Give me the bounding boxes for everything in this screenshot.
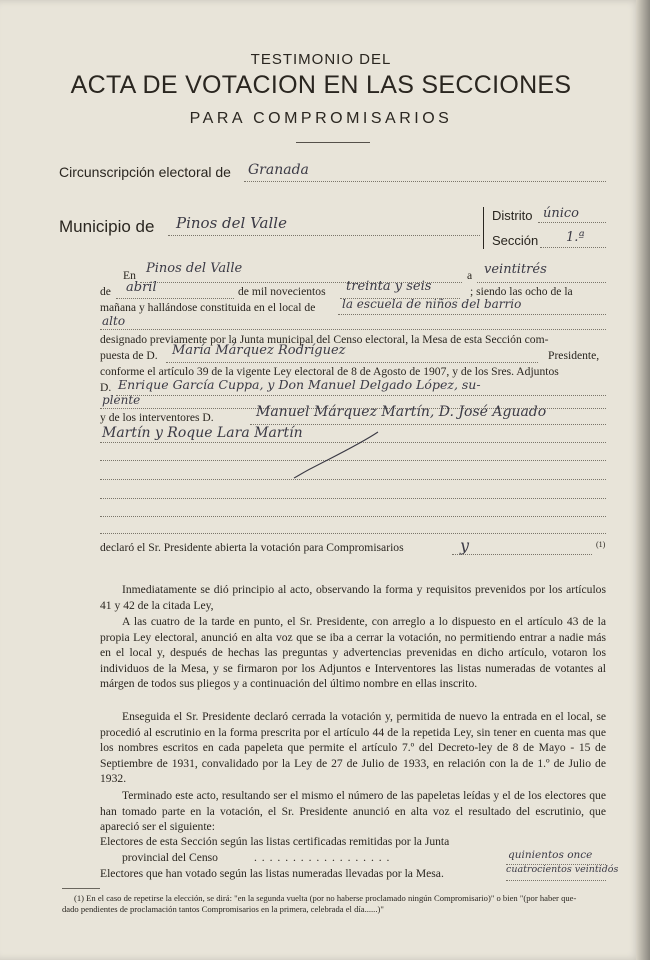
distrito-brace — [483, 207, 484, 249]
paragraph-3: Enseguida el Sr. Presidente declaró cerrada la votación y, permitida de nuevo la entrada en el local, se procedió al escrutinio en la forma prescrita por el artículo 44 de la repetida Ley, sin tener en cuenta mas que los nombres escritos en cada papeleta que permite el artículo 7.º del Decreto-ley de 8 de Mayo - 15 de Septiembre de 1931, convalidado por la Ley de 27 de Julio de 1933, en relación con la de 1.º de Julio de 1932. — [100, 710, 606, 786]
circunscripcion-label: Circunscripción electoral de — [59, 164, 231, 180]
municipio-label: Municipio de — [59, 217, 155, 236]
conforme-label: conforme el artículo 39 de la vigente Ley electoral de 8 de Agosto de 1907, y de los Sres. Adjuntos — [100, 365, 559, 378]
distrito-dotline — [538, 222, 606, 223]
footnote-line-1: (1) En el caso de repetirse la elección, se dirá: "en la segunda vuelta (por no haberse proclamado ningún Compromisario)" o bien "(por haber que- — [74, 893, 577, 903]
presidente-value: María Márquez Rodríguez — [172, 343, 346, 358]
distrito-value: único — [543, 206, 580, 221]
note-ref: (1) — [596, 540, 606, 549]
electores-line-2: provincial del Censo — [122, 851, 218, 864]
designado-label: designado previamente por la Junta municipal del Censo electoral, la Mesa de esta Sección com- — [100, 333, 549, 346]
header-subtitle: PARA COMPROMISARIOS — [189, 110, 453, 127]
electores-line-3: Electores que han votado según las listas numeradas llevadas por la Mesa. — [100, 867, 444, 880]
puesta-label: puesta de D. — [100, 349, 158, 362]
local-cont-dotline — [100, 329, 606, 330]
local-dotline — [338, 314, 606, 315]
en-value: Pinos del Valle — [146, 261, 243, 276]
paragraph-4: Terminado este acto, resultando ser el mismo el número de las papeletas leídas y el de los electores que han tomado parte en la votación, el Sr. Presidente anunció en alta voz el resultado del escrutinio, que apareció ser el siguiente: — [100, 789, 606, 834]
mes-dotline — [116, 298, 234, 299]
distrito-label: Distrito — [492, 208, 533, 223]
local-value: la escuela de niños del barrio — [342, 297, 522, 311]
circunscripcion-dotline — [244, 181, 606, 182]
header-line-1: TESTIMONIO DEL — [250, 51, 392, 68]
electores-line-1: Electores de esta Sección según las listas certificadas remitidas por la Junta — [100, 835, 450, 848]
adjuntos-value: Enrique García Cuppa, y Don Manuel Delgado López, su- — [118, 377, 481, 392]
electores-value-2-dotline — [506, 880, 606, 881]
a-dotline — [477, 282, 606, 283]
adjuntos-value-cont: plente — [102, 393, 141, 407]
municipio-dotline — [168, 235, 480, 236]
interventores-dotline — [250, 424, 606, 425]
paragraph-1: Inmediatamente se dió principio al acto, observando la forma y requisitos prevenidos por los artículos 41 y 42 de la citada Ley, — [100, 583, 606, 612]
electores-value-1: quinientos once — [508, 849, 593, 861]
a-value: veintitrés — [484, 262, 547, 277]
handwritten-flourish — [290, 430, 390, 480]
anio-value: treinta y seis — [346, 279, 432, 294]
presidente-dotline — [166, 362, 538, 363]
manana-label: mañana y hallándose constituida en el local de — [100, 301, 316, 314]
footnote-rule — [62, 888, 100, 889]
blank-dotline-5 — [100, 516, 606, 517]
footnote-line-2: dado pendientes de proclamación tantos Compromisarios en la primera, celebrada el día......)" — [62, 904, 384, 914]
blank-dotline-4 — [100, 498, 606, 499]
circunscripcion-value: Granada — [248, 162, 309, 178]
interventores-label: y de los interventores D. — [100, 411, 214, 424]
presidente-label: Presidente, — [548, 349, 600, 362]
interventores-value: Manuel Márquez Martín, D. José Aguado — [256, 404, 547, 420]
declaro-mark: y — [460, 536, 470, 555]
mes-value: abril — [126, 280, 157, 295]
siendo-label: ; siendo las ocho de la — [470, 285, 573, 298]
electores-dots: . . . . . . . . . . . . . . . . . . — [254, 851, 391, 864]
header-title: ACTA DE VOTACION EN LAS SECCIONES — [70, 71, 572, 99]
declaro-dotline — [452, 554, 592, 555]
d-label: D. — [100, 381, 112, 394]
a-label: a — [467, 269, 473, 282]
paragraph-2: A las cuatro de la tarde en punto, el Sr. Presidente, con arreglo a lo dispuesto en el artículo 43 de la propia Ley electoral, anunció en alta voz que se iba a cerrar la votación, no permitiendo entrar a nadie más en el local y, después de hechas las preguntas y advertencias prevenidas en dicho artículo, votaron los individuos de la Mesa, y se firmaron por los Adjuntos e Interventores las listas numeradas de votantes al márgen de todos sus pliegos y a continuación del último nombre en ellas inscrito. — [100, 615, 606, 691]
de-label: de — [100, 285, 111, 298]
adjuntos-dotline — [116, 395, 606, 396]
declaro-label: declaró el Sr. Presidente abierta la votación para Compromisarios — [100, 541, 404, 554]
seccion-label: Sección — [492, 233, 539, 248]
municipio-value: Pinos del Valle — [176, 214, 287, 232]
page-fold-edge — [636, 0, 650, 960]
blank-dotline-6 — [100, 533, 606, 534]
interventores-value-cont: Martín y Roque Lara Martín — [102, 425, 303, 441]
de-mil-label: de mil novecientos — [238, 285, 326, 298]
header-divider — [296, 142, 370, 143]
seccion-value: 1.ª — [566, 230, 585, 245]
electores-value-2: cuatrocientos veintidós — [506, 864, 619, 875]
en-label: En — [123, 269, 136, 282]
seccion-dotline — [540, 247, 606, 248]
local-value-cont: alto — [102, 314, 126, 328]
